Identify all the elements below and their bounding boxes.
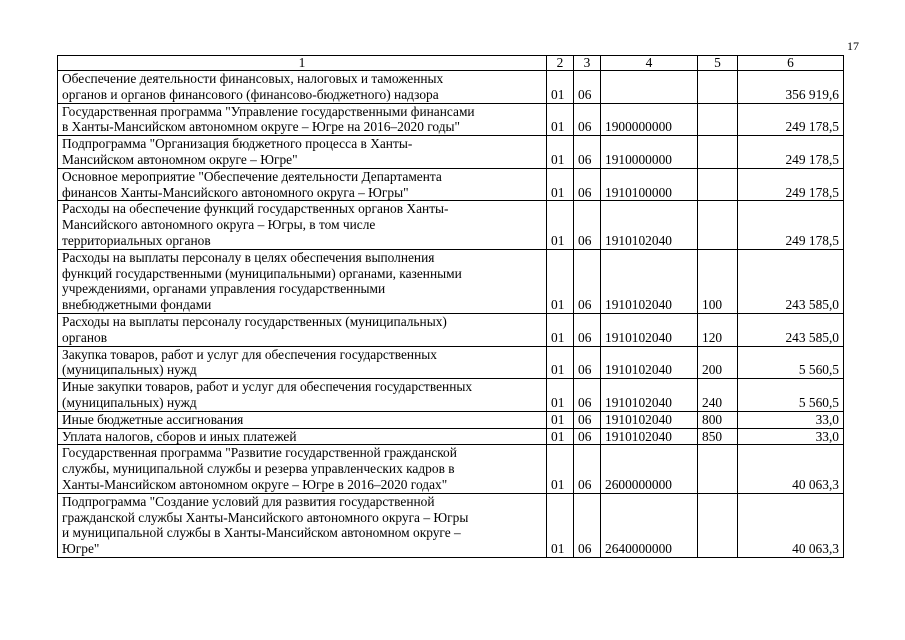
row-section: 01 bbox=[547, 346, 574, 379]
row-expense-type bbox=[698, 168, 738, 201]
row-name: Подпрограмма "Организация бюджетного процесса в Ханты- Мансийском автономном округе – Югре" bbox=[58, 136, 547, 169]
row-section: 01 bbox=[547, 71, 574, 104]
row-target-code: 1910102040 bbox=[601, 428, 698, 445]
row-amount: 243 585,0 bbox=[738, 313, 844, 346]
row-target-code: 1910102040 bbox=[601, 313, 698, 346]
table-header-row bbox=[58, 56, 844, 71]
row-target-code: 1900000000 bbox=[601, 103, 698, 136]
row-name: Закупка товаров, работ и услуг для обеспечения государственных (муниципальных) нужд bbox=[58, 346, 547, 379]
table-row bbox=[58, 445, 844, 493]
row-amount: 249 178,5 bbox=[738, 103, 844, 136]
page-number: 17 bbox=[847, 39, 859, 53]
header-col-3: 3 bbox=[574, 56, 601, 71]
row-subsection: 06 bbox=[574, 428, 601, 445]
row-section: 01 bbox=[547, 136, 574, 169]
row-amount: 249 178,5 bbox=[738, 136, 844, 169]
row-section: 01 bbox=[547, 249, 574, 313]
row-subsection: 06 bbox=[574, 103, 601, 136]
table-row bbox=[58, 136, 844, 169]
row-expense-type bbox=[698, 493, 738, 557]
row-target-code: 1910000000 bbox=[601, 136, 698, 169]
header-col-6: 6 bbox=[738, 56, 844, 71]
table-row bbox=[58, 411, 844, 428]
row-expense-type bbox=[698, 103, 738, 136]
row-subsection: 06 bbox=[574, 493, 601, 557]
budget-table bbox=[57, 55, 844, 558]
row-amount: 243 585,0 bbox=[738, 249, 844, 313]
row-amount: 40 063,3 bbox=[738, 445, 844, 493]
row-target-code: 1910100000 bbox=[601, 168, 698, 201]
row-target-code: 1910102040 bbox=[601, 249, 698, 313]
row-section: 01 bbox=[547, 493, 574, 557]
row-amount: 33,0 bbox=[738, 428, 844, 445]
table-row bbox=[58, 346, 844, 379]
row-amount: 356 919,6 bbox=[738, 71, 844, 104]
row-amount: 249 178,5 bbox=[738, 168, 844, 201]
row-section: 01 bbox=[547, 103, 574, 136]
table-row bbox=[58, 379, 844, 412]
row-section: 01 bbox=[547, 411, 574, 428]
row-name: Обеспечение деятельности финансовых, налоговых и таможенных органов и органов финансового (финансово-бюджетного) надзора bbox=[58, 71, 547, 104]
row-name: Государственная программа "Управление государственными финансами в Ханты-Мансийском автономном округе – Югре на 2016–2020 годы" bbox=[58, 103, 547, 136]
row-target-code: 1910102040 bbox=[601, 379, 698, 412]
row-subsection: 06 bbox=[574, 168, 601, 201]
row-subsection: 06 bbox=[574, 411, 601, 428]
row-expense-type bbox=[698, 201, 738, 249]
row-section: 01 bbox=[547, 201, 574, 249]
row-subsection: 06 bbox=[574, 136, 601, 169]
row-target-code: 1910102040 bbox=[601, 201, 698, 249]
row-section: 01 bbox=[547, 428, 574, 445]
row-expense-type bbox=[698, 136, 738, 169]
row-amount: 249 178,5 bbox=[738, 201, 844, 249]
row-expense-type: 200 bbox=[698, 346, 738, 379]
row-expense-type: 120 bbox=[698, 313, 738, 346]
row-subsection: 06 bbox=[574, 249, 601, 313]
row-subsection: 06 bbox=[574, 313, 601, 346]
row-expense-type: 100 bbox=[698, 249, 738, 313]
row-name: Государственная программа "Развитие государственной гражданской службы, муниципальной службы и резерва управленческих кадров в Ханты-Мансийском автономном округе – Югре в 2016–2020 годах" bbox=[58, 445, 547, 493]
row-expense-type: 800 bbox=[698, 411, 738, 428]
header-col-4: 4 bbox=[601, 56, 698, 71]
row-section: 01 bbox=[547, 445, 574, 493]
row-name: Расходы на обеспечение функций государственных органов Ханты- Мансийского автономного округа – Югры, в том числе территориальных органов bbox=[58, 201, 547, 249]
table-row bbox=[58, 313, 844, 346]
row-expense-type: 850 bbox=[698, 428, 738, 445]
row-subsection: 06 bbox=[574, 445, 601, 493]
row-target-code: 2640000000 bbox=[601, 493, 698, 557]
row-section: 01 bbox=[547, 168, 574, 201]
row-subsection: 06 bbox=[574, 71, 601, 104]
header-col-5: 5 bbox=[698, 56, 738, 71]
table-row bbox=[58, 71, 844, 104]
table-row bbox=[58, 103, 844, 136]
table-row bbox=[58, 493, 844, 557]
row-amount: 5 560,5 bbox=[738, 346, 844, 379]
row-amount: 33,0 bbox=[738, 411, 844, 428]
row-section: 01 bbox=[547, 313, 574, 346]
table-row bbox=[58, 168, 844, 201]
row-name: Расходы на выплаты персоналу в целях обеспечения выполнения функций государственными (муниципальными) органами, казенными учреждениями, органами управления государственными внебюджетными фондами bbox=[58, 249, 547, 313]
row-subsection: 06 bbox=[574, 346, 601, 379]
row-target-code: 1910102040 bbox=[601, 346, 698, 379]
row-target-code bbox=[601, 71, 698, 104]
row-expense-type bbox=[698, 445, 738, 493]
row-amount: 5 560,5 bbox=[738, 379, 844, 412]
row-amount: 40 063,3 bbox=[738, 493, 844, 557]
row-name: Иные бюджетные ассигнования bbox=[58, 411, 547, 428]
table-row bbox=[58, 249, 844, 313]
header-col-1: 1 bbox=[58, 56, 547, 71]
row-target-code: 2600000000 bbox=[601, 445, 698, 493]
row-subsection: 06 bbox=[574, 201, 601, 249]
row-expense-type bbox=[698, 71, 738, 104]
row-subsection: 06 bbox=[574, 379, 601, 412]
row-name: Основное мероприятие "Обеспечение деятельности Департамента финансов Ханты-Мансийского автономного округа – Югры" bbox=[58, 168, 547, 201]
table-body bbox=[58, 71, 844, 558]
row-section: 01 bbox=[547, 379, 574, 412]
table-row bbox=[58, 201, 844, 249]
header-col-2: 2 bbox=[547, 56, 574, 71]
row-expense-type: 240 bbox=[698, 379, 738, 412]
row-name: Подпрограмма "Создание условий для развития государственной гражданской службы Ханты-Мансийского автономного округа – Югры и муниципальной службы в Ханты-Мансийском автономном округе – Югре" bbox=[58, 493, 547, 557]
table-row bbox=[58, 428, 844, 445]
row-name: Иные закупки товаров, работ и услуг для обеспечения государственных (муниципальных) нужд bbox=[58, 379, 547, 412]
row-target-code: 1910102040 bbox=[601, 411, 698, 428]
row-name: Расходы на выплаты персоналу государственных (муниципальных) органов bbox=[58, 313, 547, 346]
row-name: Уплата налогов, сборов и иных платежей bbox=[58, 428, 547, 445]
